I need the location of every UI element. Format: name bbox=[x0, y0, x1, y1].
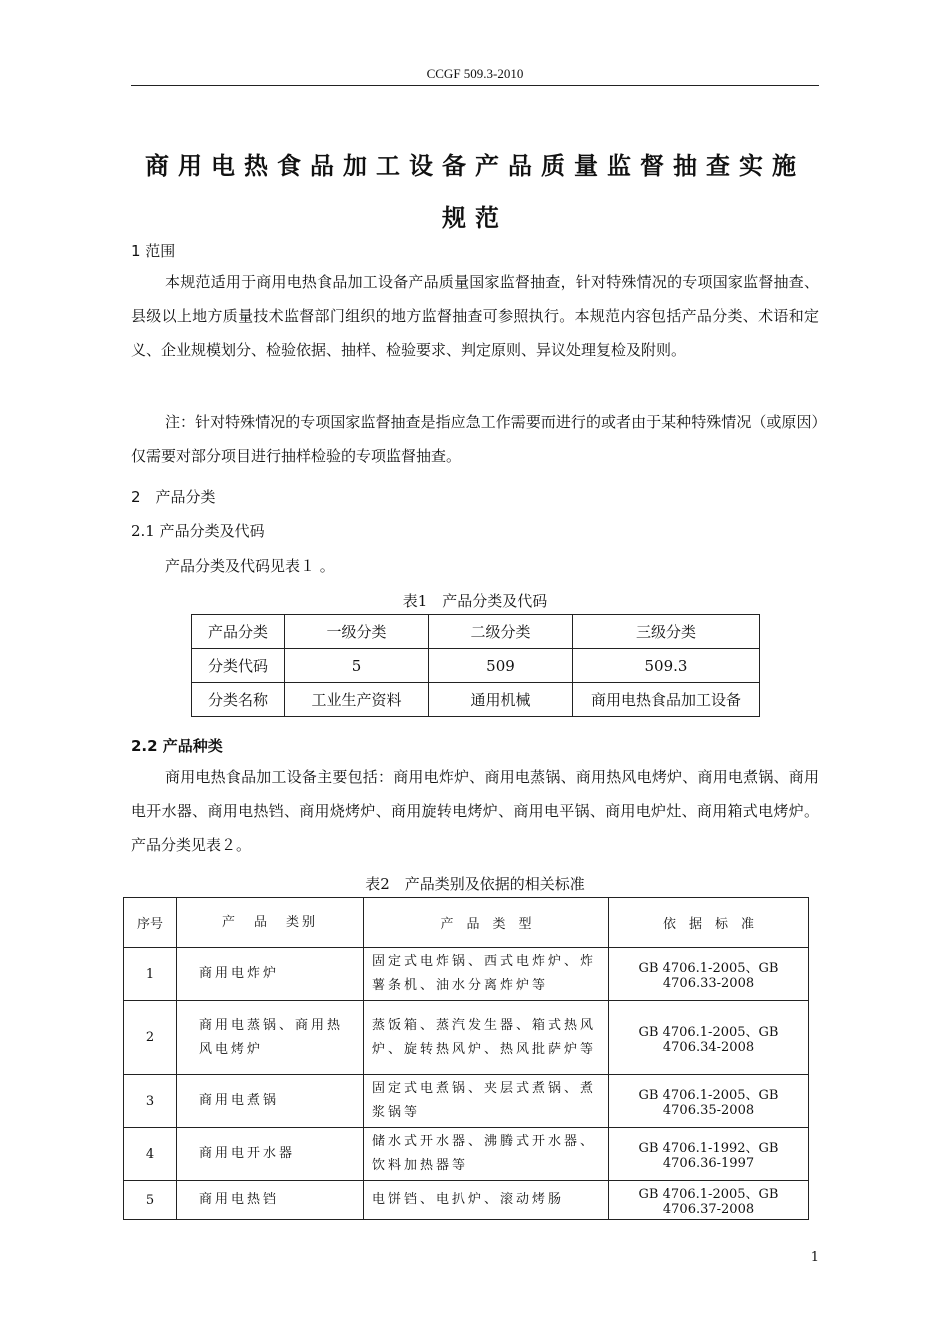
table-row bbox=[124, 1181, 809, 1220]
section-1-paragraph: 本规范适用于商用电热食品加工设备产品质量国家监督抽查，针对特殊情况的专项国家监督抽查、县级以上地方质量技术监督部门组织的地方监督抽查可参照执行。本规范内容包括产品分类、术语和定义、企业规模划分、检验依据、抽样、检验要求、判定原则、异议处理复检及附则。 bbox=[131, 273, 819, 359]
table-header-row bbox=[124, 898, 809, 948]
table-row bbox=[124, 1075, 809, 1128]
table-row bbox=[124, 1128, 809, 1181]
section-2-2-paragraph: 商用电热食品加工设备主要包括：商用电炸炉、商用电蒸锅、商用热风电烤炉、商用电煮锅、商用电开水器、商用电热铛、商用烧烤炉、商用旋转电烤炉、商用电平锅、商用电炉灶、商用箱式电烤炉。产品分类见表２。 bbox=[131, 768, 819, 854]
table-cell: 储水式开水器、沸腾式开水器、饮料加热器等 bbox=[364, 1128, 609, 1181]
table-cell: 2 bbox=[124, 1001, 177, 1075]
table-cell: 产品分类 bbox=[192, 615, 285, 649]
table-cell: 商用电热铛 bbox=[177, 1181, 364, 1220]
table-cell: 电饼铛、电扒炉、滚动烤肠 bbox=[364, 1181, 609, 1220]
table-cell: 5 bbox=[124, 1181, 177, 1220]
table-cell: 蒸饭箱、蒸汽发生器、箱式热风炉、旋转热风炉、热风批萨炉等 bbox=[364, 1001, 609, 1075]
table-row bbox=[124, 1001, 809, 1075]
table-cell: 分类代码 bbox=[192, 649, 285, 683]
page-number: 1 bbox=[810, 1250, 819, 1265]
table-cell: 固定式电煮锅、夹层式煮锅、煮浆锅等 bbox=[364, 1075, 609, 1128]
table-cell: 3 bbox=[124, 1075, 177, 1128]
section-2-2-heading: 2.2 产品种类 bbox=[131, 737, 223, 755]
section-2-heading: 2 产品分类 bbox=[131, 488, 216, 506]
document-title-line2: 规范 bbox=[442, 204, 508, 232]
table-cell: 固定式电炸锅、西式电炸炉、炸薯条机、油水分离炸炉等 bbox=[364, 948, 609, 1001]
table-cell: 5 bbox=[285, 649, 429, 683]
table-cell: 二级分类 bbox=[429, 615, 573, 649]
document-title-line1: 商用电热食品加工设备产品质量监督抽查实施 bbox=[145, 152, 805, 180]
section-2-1-text: 产品分类及代码见表１ 。 bbox=[165, 557, 335, 575]
table-cell: 三级分类 bbox=[573, 615, 760, 649]
table-header-cell: 产 品 类别 bbox=[177, 898, 364, 948]
table2-caption: 表2 产品类别及依据的相关标准 bbox=[365, 875, 585, 893]
header-rule bbox=[131, 85, 819, 86]
table2 bbox=[123, 897, 809, 1220]
table-cell: 分类名称 bbox=[192, 683, 285, 717]
header-code: CCGF 509.3-2010 bbox=[426, 66, 524, 81]
table-cell: 商用电热食品加工设备 bbox=[573, 683, 760, 717]
table-row bbox=[192, 683, 760, 717]
table-cell: 商用电炸炉 bbox=[177, 948, 364, 1001]
table-cell: 商用电开水器 bbox=[177, 1128, 364, 1181]
table-row bbox=[192, 615, 760, 649]
table-cell: 商用电蒸锅、商用热风电烤炉 bbox=[177, 1001, 364, 1075]
table-cell: 4 bbox=[124, 1128, 177, 1181]
table-cell: GB 4706.1-2005、GB 4706.33-2008 bbox=[609, 948, 809, 1001]
table-cell: GB 4706.1-2005、GB 4706.34-2008 bbox=[609, 1001, 809, 1075]
table-cell: GB 4706.1-1992、GB 4706.36-1997 bbox=[609, 1128, 809, 1181]
section-1-note: 注：针对特殊情况的专项国家监督抽查是指应急工作需要而进行的或者由于某种特殊情况（或原因）仅需要对部分项目进行抽样检验的专项监督抽查。 bbox=[131, 413, 819, 465]
table-header-cell: 序号 bbox=[124, 898, 177, 948]
table-cell: GB 4706.1-2005、GB 4706.35-2008 bbox=[609, 1075, 809, 1128]
table-cell: 一级分类 bbox=[285, 615, 429, 649]
table-cell: 工业生产资料 bbox=[285, 683, 429, 717]
section-2-1-heading: 2.1 产品分类及代码 bbox=[131, 522, 265, 540]
table1-caption: 表1 产品分类及代码 bbox=[402, 592, 548, 610]
table-row bbox=[124, 948, 809, 1001]
table1 bbox=[191, 614, 760, 717]
table-cell: 509.3 bbox=[573, 649, 760, 683]
table-cell: 商用电煮锅 bbox=[177, 1075, 364, 1128]
table-header-cell: 依 据 标 准 bbox=[609, 898, 809, 948]
table-cell: 1 bbox=[124, 948, 177, 1001]
table-cell: 509 bbox=[429, 649, 573, 683]
section-1-heading: 1 范围 bbox=[131, 242, 176, 260]
table-cell: 通用机械 bbox=[429, 683, 573, 717]
table-row bbox=[192, 649, 760, 683]
table-header-cell: 产 品 类 型 bbox=[364, 898, 609, 948]
table-cell: GB 4706.1-2005、GB 4706.37-2008 bbox=[609, 1181, 809, 1220]
